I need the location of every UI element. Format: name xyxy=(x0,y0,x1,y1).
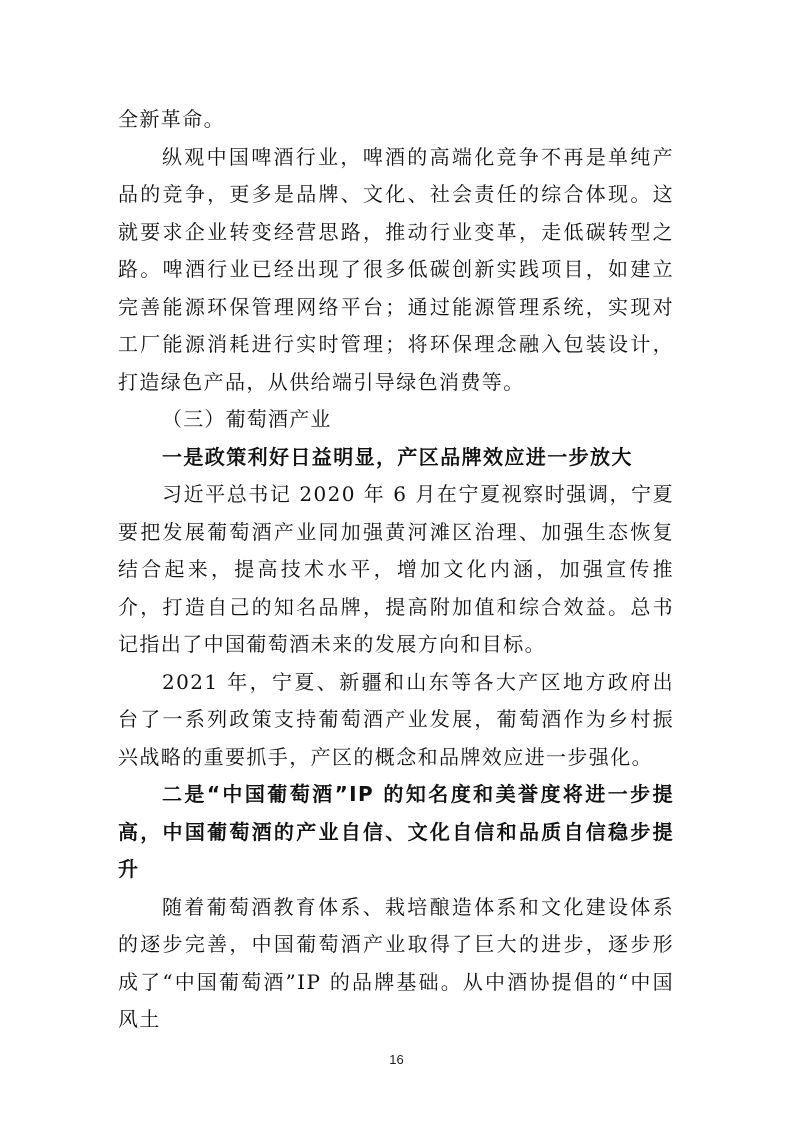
paragraph-xi-ningxia: 习近平总书记 2020 年 6 月在宁夏视察时强调，宁夏要把发展葡萄酒产业同加强黄河滩区治理、加强生态恢复结合起来，提高技术水平，增加文化内涵，加强宣传推介，打造自己的知名品牌，提高附加值和综合效益。总书记指出了中国葡萄酒未来的发展方向和目标。 xyxy=(118,482,674,656)
section-heading-wine-industry: （三）葡萄酒产业 xyxy=(162,407,332,431)
paragraph-2021-regions: 2021 年，宁夏、新疆和山东等各大产区地方政府出台了一系列政策支持葡萄酒产业发展，葡萄酒作为乡村振兴战略的重要抓手，产区的概念和品牌效应进一步强化。 xyxy=(118,669,674,769)
subheading-china-wine-ip: 二是“中国葡萄酒”IP 的知名度和美誉度将进一步提高，中国葡萄酒的产业自信、文化自信和品质自信稳步提升 xyxy=(118,782,674,881)
page-number: 16 xyxy=(389,1052,404,1067)
body-text xyxy=(118,101,674,1039)
paragraph-continuation: 全新革命。 xyxy=(118,107,225,131)
paragraph-beer-industry: 纵观中国啤酒行业，啤酒的高端化竞争不再是单纯产品的竞争，更多是品牌、文化、社会责任的综合体现。这就要求企业转变经营思路，推动行业变革，走低碳转型之路。啤酒行业已经出现了很多低碳创新实践项目，如建立完善能源环保管理网络平台；通过能源管理系统，实现对工厂能源消耗进行实时管理；将环保理念融入包装设计，打造绿色产品，从供给端引导绿色消费等。 xyxy=(118,144,674,394)
subheading-policy: 一是政策利好日益明显，产区品牌效应进一步放大 xyxy=(162,444,633,469)
paragraph-education-system: 随着葡萄酒教育体系、栽培酿造体系和文化建设体系的逐步完善，中国葡萄酒产业取得了巨大的进步，逐步形成了“中国葡萄酒”IP 的品牌基础。从中酒协提倡的“中国风土 xyxy=(118,894,674,1031)
